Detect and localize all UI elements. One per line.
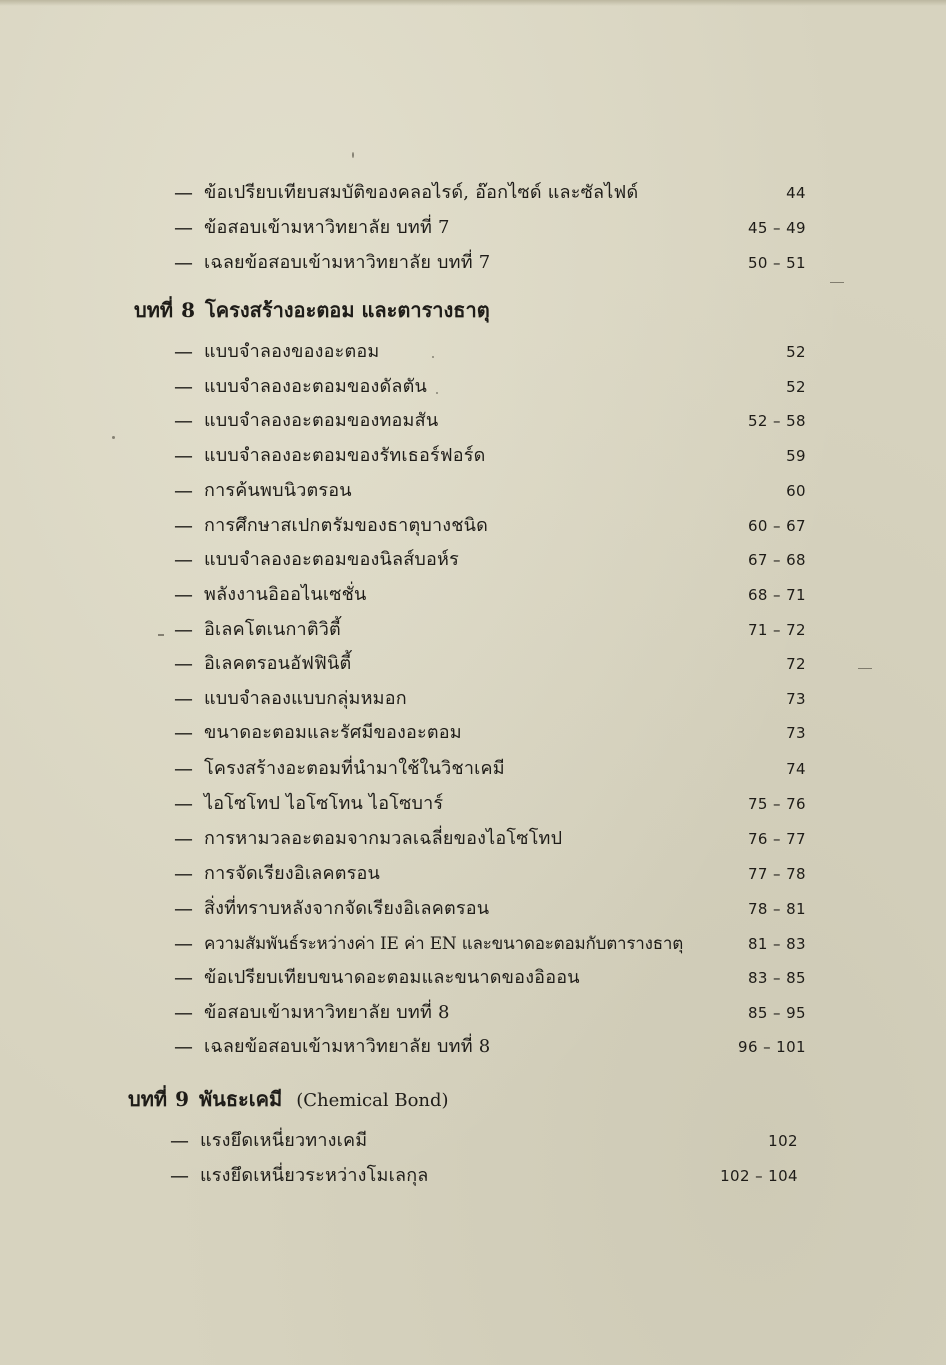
- toc-entry: [174, 684, 806, 714]
- entry-dash: —: [174, 549, 193, 571]
- entry-dash: —: [174, 898, 193, 920]
- entry-dash: —: [174, 828, 193, 850]
- entry-dash: —: [174, 515, 193, 537]
- toc-entry: [174, 580, 806, 610]
- toc-entry: [170, 1126, 798, 1156]
- entry-pages: 96 – 101: [738, 1038, 806, 1056]
- scan-speck: [352, 152, 354, 158]
- entry-pages: 68 – 71: [747, 586, 806, 604]
- page-top-edge-shadow: [0, 0, 946, 6]
- entry-dash: —: [174, 722, 193, 744]
- toc-entry: [174, 615, 806, 645]
- entry-dash: —: [174, 584, 193, 606]
- entry-title: อิเลคตรอนอัฟฟินิตี้: [204, 653, 352, 674]
- entry-pages: 77 – 78: [747, 865, 806, 883]
- toc-entry: [174, 1032, 806, 1062]
- toc-entry: [174, 476, 806, 506]
- entry-pages: 52: [786, 378, 806, 396]
- entry-title: ข้อเปรียบเทียบสมบัติของคลอไรด์, อ๊อกไซด์ และซัลไฟด์: [204, 182, 639, 203]
- chapter-number: 8: [181, 298, 195, 322]
- entry-title: การค้นพบนิวตรอน: [204, 480, 352, 501]
- entry-pages: 81 – 83: [747, 935, 806, 953]
- toc-entry: [174, 789, 806, 819]
- entry-title: พลังงานอิออไนเซชั่น: [204, 584, 367, 605]
- toc-entry: [174, 998, 806, 1028]
- entry-title: เฉลยข้อสอบเข้ามหาวิทยาลัย บทที่ 7: [204, 252, 491, 273]
- scan-speck: [158, 634, 164, 636]
- entry-dash: —: [174, 688, 193, 710]
- toc-entry: [174, 178, 806, 208]
- entry-title: แบบจำลองอะตอมของดัลตัน: [204, 376, 427, 397]
- entry-title: แรงยึดเหนี่ยวระหว่างโมเลกุล: [200, 1165, 429, 1186]
- entry-title: แบบจำลองแบบกลุ่มหมอก: [204, 688, 407, 709]
- toc-entry: [174, 213, 806, 243]
- entry-title: ข้อสอบเข้ามหาวิทยาลัย บทที่ 8: [204, 1002, 450, 1023]
- entry-dash: —: [174, 653, 193, 675]
- entry-pages: 52 – 58: [747, 412, 806, 430]
- toc-entry: [174, 406, 806, 436]
- entry-title: โครงสร้างอะตอมที่นำมาใช้ในวิชาเคมี: [204, 758, 505, 779]
- toc-entry: [174, 963, 806, 993]
- entry-title: แบบจำลองของอะตอม: [204, 341, 380, 362]
- entry-title: แบบจำลองอะตอมของรัทเธอร์ฟอร์ด: [204, 445, 486, 466]
- entry-dash: —: [174, 793, 193, 815]
- entry-dash: —: [174, 1036, 193, 1058]
- entry-pages: 102: [768, 1132, 798, 1150]
- toc-entry: [174, 545, 806, 575]
- entry-pages: 76 – 77: [747, 830, 806, 848]
- entry-pages: 67 – 68: [747, 551, 806, 569]
- entry-title: สิ่งที่ทราบหลังจากจัดเรียงอิเลคตรอน: [204, 898, 490, 919]
- entry-title: ขนาดอะตอมและรัศมีของอะตอม: [204, 722, 462, 743]
- entry-title: ความสัมพันธ์ระหว่างค่า IE ค่า EN และขนาดอะตอมกับตารางธาตุ: [204, 934, 684, 954]
- entry-dash: —: [174, 967, 193, 989]
- toc-entry: [174, 929, 806, 959]
- toc-entry: [174, 372, 806, 402]
- entry-pages: 73: [786, 724, 806, 742]
- entry-title: ไอโซโทป ไอโซโทน ไอโซบาร์: [204, 793, 444, 814]
- entry-pages: 102 – 104: [720, 1167, 798, 1185]
- toc-entry: [174, 754, 806, 784]
- toc-entry: [174, 824, 806, 854]
- entry-title: การหามวลอะตอมจากมวลเฉลี่ยของไอโซโทป: [204, 828, 563, 849]
- entry-dash: —: [170, 1165, 189, 1187]
- entry-dash: —: [174, 410, 193, 432]
- entry-dash: —: [174, 217, 193, 239]
- scan-speck: [858, 668, 872, 669]
- entry-pages: 75 – 76: [747, 795, 806, 813]
- chapter-label: บทที่: [134, 298, 174, 322]
- toc-entry: [174, 649, 806, 679]
- entry-dash: —: [170, 1130, 189, 1152]
- entry-pages: 72: [786, 655, 806, 673]
- entry-pages: 60 – 67: [747, 517, 806, 535]
- entry-dash: —: [174, 341, 193, 363]
- entry-pages: 52: [786, 343, 806, 361]
- entry-title: แบบจำลองอะตอมของนิลส์บอห์ร: [204, 549, 459, 570]
- entry-pages: 78 – 81: [747, 900, 806, 918]
- chapter-label: บทที่: [128, 1087, 168, 1111]
- scan-speck: [112, 436, 115, 439]
- entry-title: เฉลยข้อสอบเข้ามหาวิทยาลัย บทที่ 8: [204, 1036, 491, 1057]
- entry-title: อิเลคโตเนกาติวิตี้: [204, 619, 341, 640]
- toc-entry: [170, 1161, 798, 1191]
- toc-entry: [174, 894, 806, 924]
- entry-dash: —: [174, 252, 193, 274]
- entry-pages: 73: [786, 690, 806, 708]
- entry-title: ข้อสอบเข้ามหาวิทยาลัย บทที่ 7: [204, 217, 450, 238]
- entry-title: การศึกษาสเปกตรัมของธาตุบางชนิด: [204, 515, 489, 536]
- entry-dash: —: [174, 1002, 193, 1024]
- toc-entry: [174, 718, 806, 748]
- chapter-number: 9: [175, 1087, 189, 1111]
- toc-entry: [174, 441, 806, 471]
- entry-pages: 45 – 49: [747, 219, 806, 237]
- entry-dash: —: [174, 863, 193, 885]
- scan-speck: [432, 356, 434, 358]
- chapter-heading: [128, 1082, 449, 1116]
- entry-pages: 83 – 85: [747, 969, 806, 987]
- entry-dash: —: [174, 182, 193, 204]
- chapter-title: พันธะเคมี: [198, 1087, 283, 1111]
- entry-pages: 71 – 72: [747, 621, 806, 639]
- entry-pages: 60: [786, 482, 806, 500]
- entry-dash: —: [174, 445, 193, 467]
- toc-entry: [174, 337, 806, 367]
- chapter-heading: [134, 293, 490, 327]
- entry-pages: 74: [786, 760, 806, 778]
- chapter-title-english: (Chemical Bond): [296, 1090, 449, 1111]
- entry-title: แรงยึดเหนี่ยวทางเคมี: [200, 1130, 368, 1151]
- entry-pages: 59: [786, 447, 806, 465]
- entry-dash: —: [174, 376, 193, 398]
- entry-pages: 44: [786, 184, 806, 202]
- chapter-title: โครงสร้างอะตอม และตารางธาตุ: [204, 298, 490, 322]
- toc-entry: [174, 859, 806, 889]
- entry-dash: —: [174, 758, 193, 780]
- entry-title: การจัดเรียงอิเลคตรอน: [204, 863, 380, 884]
- toc-entry: [174, 511, 806, 541]
- entry-dash: —: [174, 933, 193, 955]
- scan-speck: [436, 392, 438, 394]
- toc-entry: [174, 248, 806, 278]
- entry-dash: —: [174, 619, 193, 641]
- entry-dash: —: [174, 480, 193, 502]
- scan-speck: [830, 282, 844, 283]
- entry-title: ข้อเปรียบเทียบขนาดอะตอมและขนาดของอิออน: [204, 967, 580, 988]
- entry-pages: 50 – 51: [747, 254, 806, 272]
- entry-pages: 85 – 95: [747, 1004, 806, 1022]
- entry-title: แบบจำลองอะตอมของทอมสัน: [204, 410, 439, 431]
